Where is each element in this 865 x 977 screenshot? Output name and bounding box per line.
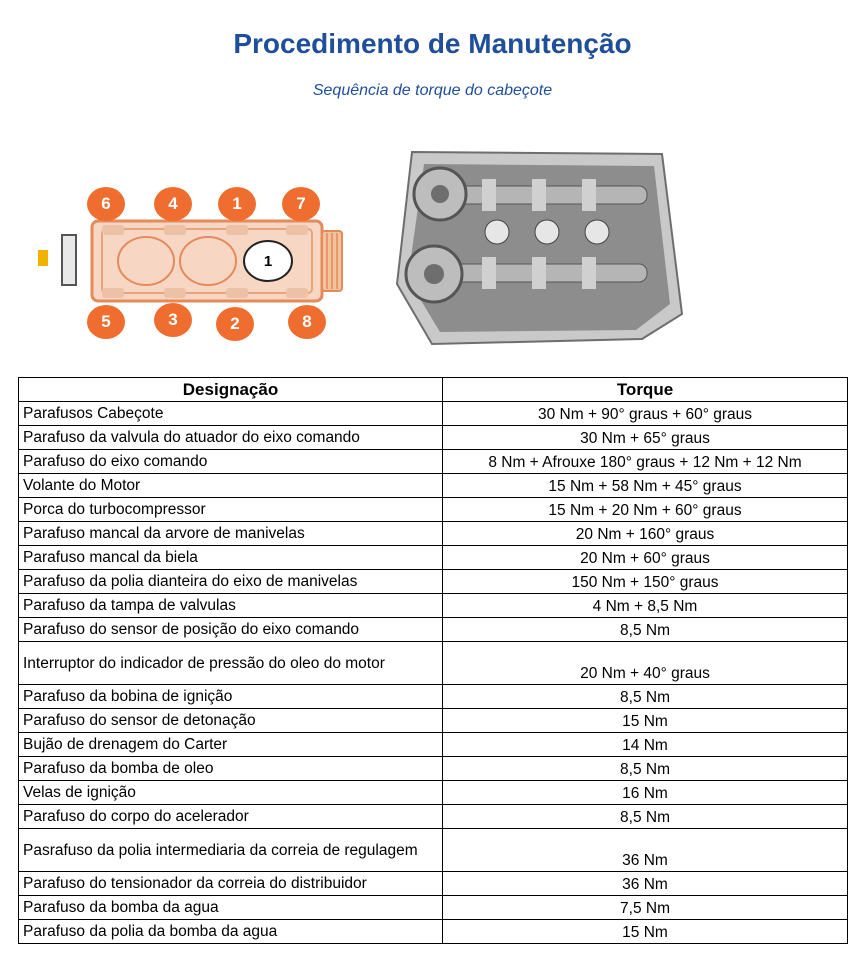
torque-cell: 7,5 Nm — [443, 896, 848, 920]
table-row — [19, 642, 848, 685]
table-row — [19, 829, 848, 872]
torque-cell: 8,5 Nm — [443, 685, 848, 709]
designation-cell: Parafuso do tensionador da correia do distribuidor — [19, 872, 443, 896]
bolt-number-4: 4 — [154, 187, 192, 221]
designation-cell: Porca do turbocompressor — [19, 498, 443, 522]
designation-cell: Parafuso da bobina de ignição — [19, 685, 443, 709]
torque-cell: 30 Nm + 90° graus + 60° graus — [443, 402, 848, 426]
designation-cell: Parafuso da tampa de valvulas — [19, 594, 443, 618]
table-row — [19, 733, 848, 757]
table-row — [19, 450, 848, 474]
torque-cell: 8 Nm + Afrouxe 180° graus + 12 Nm + 12 Nm — [443, 450, 848, 474]
designation-cell: Parafuso da bomba da agua — [19, 896, 443, 920]
table-row — [19, 618, 848, 642]
designation-cell: Bujão de drenagem do Carter — [19, 733, 443, 757]
table-row — [19, 805, 848, 829]
torque-cell: 16 Nm — [443, 781, 848, 805]
torque-cell: 15 Nm — [443, 709, 848, 733]
cylinder-head-photo — [392, 134, 687, 346]
table-row — [19, 426, 848, 450]
torque-cell: 36 Nm — [443, 872, 848, 896]
bolt-number-3: 3 — [154, 303, 192, 337]
table-row — [19, 781, 848, 805]
torque-cell: 20 Nm + 40° graus — [443, 642, 848, 685]
designation-cell: Parafusos Cabeçote — [19, 402, 443, 426]
designation-cell: Parafuso mancal da biela — [19, 546, 443, 570]
torque-cell: 8,5 Nm — [443, 805, 848, 829]
torque-cell: 30 Nm + 65° graus — [443, 426, 848, 450]
page-title: Procedimento de Manutenção — [233, 28, 632, 59]
torque-cell: 15 Nm — [443, 920, 848, 944]
page-subtitle: Sequência de torque do cabeçote — [312, 82, 553, 99]
torque-cell: 20 Nm + 160° graus — [443, 522, 848, 546]
table-row — [19, 474, 848, 498]
designation-cell: Parafuso mancal da arvore de manivelas — [19, 522, 443, 546]
torque-cell: 15 Nm + 58 Nm + 45° graus — [443, 474, 848, 498]
table-row — [19, 402, 848, 426]
table-header-row — [19, 378, 848, 402]
table-row — [19, 896, 848, 920]
torque-cell: 15 Nm + 20 Nm + 60° graus — [443, 498, 848, 522]
designation-cell: Parafuso da polia da bomba da agua — [19, 920, 443, 944]
table-row — [19, 709, 848, 733]
bolt-number-8: 8 — [288, 305, 326, 339]
designation-cell: Parafuso da polia dianteira do eixo de manivelas — [19, 570, 443, 594]
designation-cell: Parafuso do sensor de posição do eixo comando — [19, 618, 443, 642]
bolt-number-7: 7 — [282, 187, 320, 221]
header-torque: Torque — [443, 378, 848, 402]
torque-sequence-diagram — [30, 185, 360, 340]
torque-cell: 4 Nm + 8,5 Nm — [443, 594, 848, 618]
table-row — [19, 594, 848, 618]
table-row — [19, 685, 848, 709]
table-row — [19, 872, 848, 896]
table-row — [19, 522, 848, 546]
table-row — [19, 546, 848, 570]
table-row — [19, 570, 848, 594]
designation-cell: Parafuso do eixo comando — [19, 450, 443, 474]
designation-cell: Parafuso do sensor de detonação — [19, 709, 443, 733]
table-row — [19, 498, 848, 522]
designation-cell: Volante do Motor — [19, 474, 443, 498]
designation-cell: Velas de ignição — [19, 781, 443, 805]
bolt-number-5: 5 — [87, 305, 125, 339]
start-bolt-label: 1 — [263, 253, 273, 270]
torque-cell: 20 Nm + 60° graus — [443, 546, 848, 570]
header-designacao: Designação — [19, 378, 443, 402]
designation-cell: Pasrafuso da polia intermediaria da correia de regulagem — [19, 829, 443, 872]
torque-cell: 150 Nm + 150° graus — [443, 570, 848, 594]
torque-cell: 8,5 Nm — [443, 618, 848, 642]
torque-table — [18, 377, 848, 944]
designation-cell: Interruptor do indicador de pressão do oleo do motor — [19, 642, 443, 685]
torque-cell: 36 Nm — [443, 829, 848, 872]
camshaft-assembly-icon — [392, 134, 687, 346]
bolt-number-2: 2 — [216, 307, 254, 341]
table-row — [19, 757, 848, 781]
bolt-number-6: 6 — [87, 187, 125, 221]
bolt-number-1: 1 — [218, 187, 256, 221]
torque-cell: 8,5 Nm — [443, 757, 848, 781]
torque-cell: 14 Nm — [443, 733, 848, 757]
designation-cell: Parafuso do corpo do acelerador — [19, 805, 443, 829]
table-row — [19, 920, 848, 944]
designation-cell: Parafuso da valvula do atuador do eixo comando — [19, 426, 443, 450]
designation-cell: Parafuso da bomba de oleo — [19, 757, 443, 781]
